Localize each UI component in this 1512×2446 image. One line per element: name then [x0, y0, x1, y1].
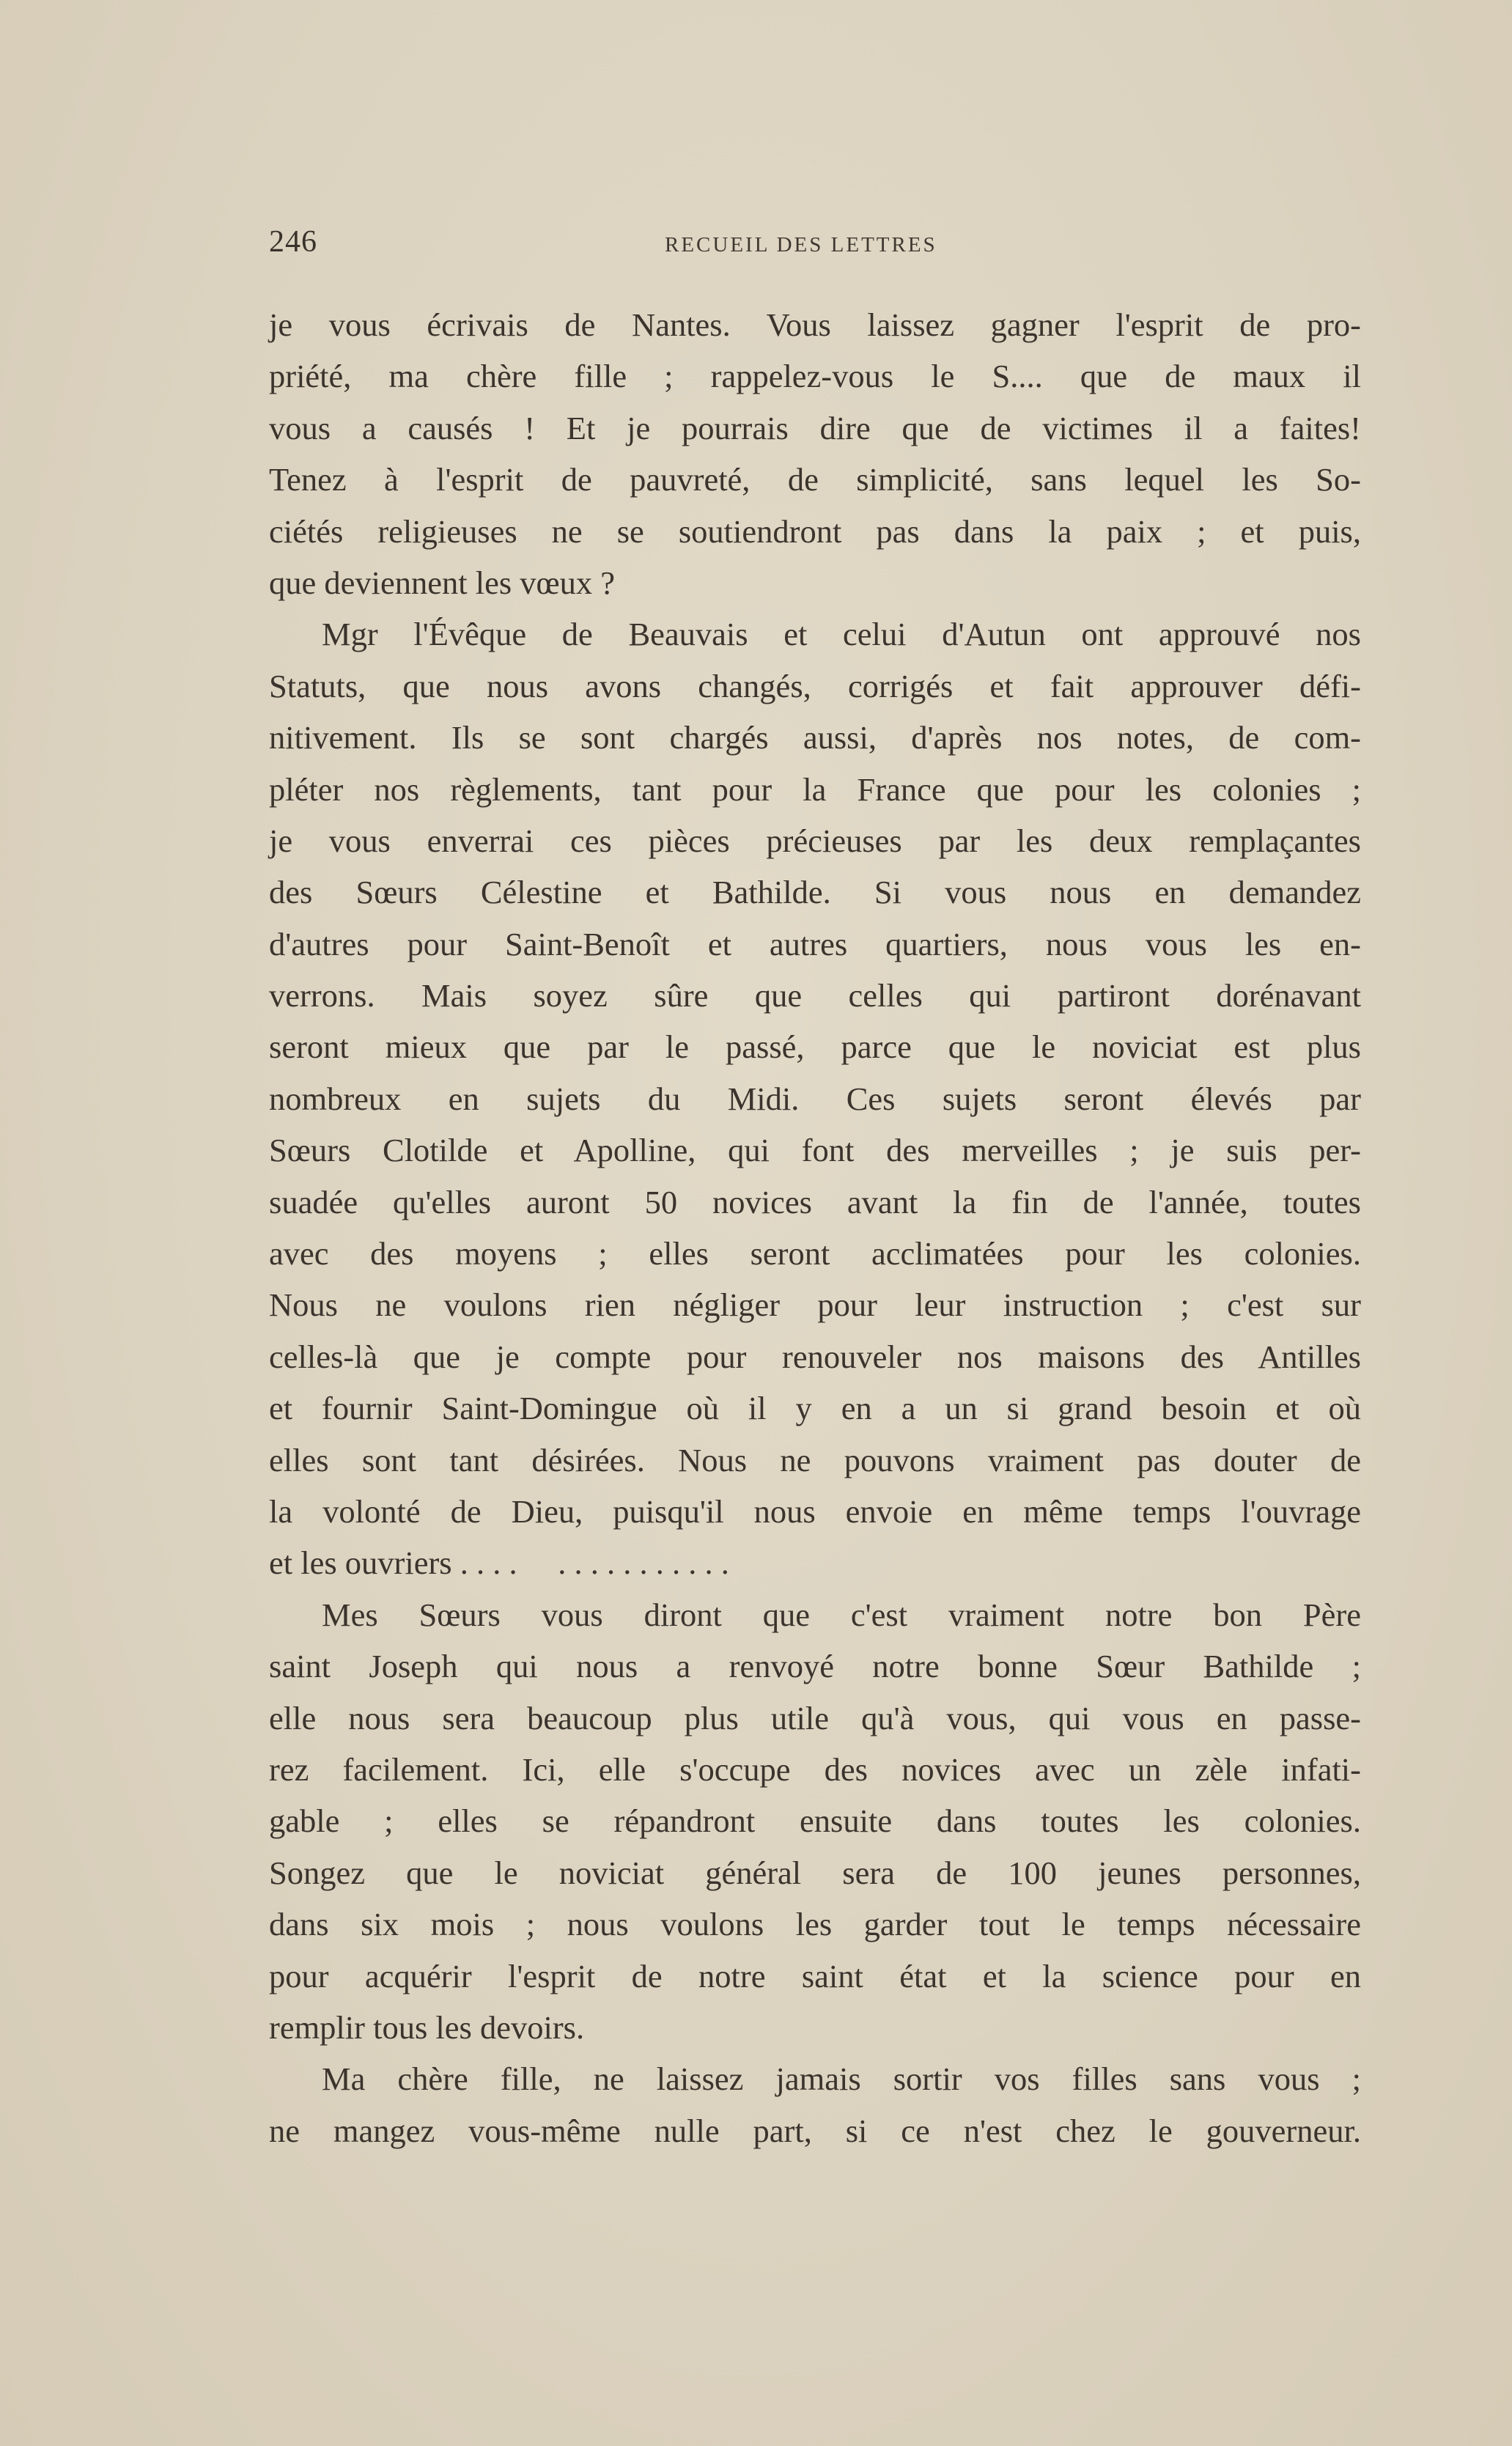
text-line: Ma chère fille, ne laissez jamais sortir vos filles sans vous ; — [322, 2060, 1361, 2098]
text-line: seront mieux que par le passé, parce que le noviciat est plus — [269, 1028, 1361, 1066]
text-line: Mgr l'Évêque de Beauvais et celui d'Autun ont approuvé nos — [322, 616, 1361, 653]
text-line: ciétés religieuses ne se soutiendront pas dans la paix ; et puis, — [269, 512, 1361, 550]
text-line: que deviennent les vœux ? — [269, 564, 616, 601]
text-line: elles sont tant désirées. Nous ne pouvons vraiment pas douter de — [269, 1441, 1361, 1478]
text-line: nombreux en sujets du Midi. Ces sujets seront élevés par — [269, 1080, 1361, 1117]
text-line: Nous ne voulons rien négliger pour leur instruction ; c'est sur — [269, 1286, 1361, 1324]
text-line: la volonté de Dieu, puisqu'il nous envoie en même temps l'ouvrage — [269, 1492, 1361, 1530]
text-line: et les ouvriers . . . . . . . . . . . . . . . — [269, 1544, 729, 1582]
text-line: vous a causés ! Et je pourrais dire que de victimes il a faites! — [269, 409, 1361, 446]
text-line: elle nous sera beaucoup plus utile qu'à vous, qui vous en passe- — [269, 1699, 1361, 1736]
text-line: Tenez à l'esprit de pauvreté, de simplicité, sans lequel les So- — [269, 461, 1361, 498]
text-line: d'autres pour Saint-Benoît et autres quartiers, nous vous les en- — [269, 925, 1361, 962]
text-line: Statuts, que nous avons changés, corrigés et fait approuver défi- — [269, 667, 1361, 704]
text-line: gable ; elles se répandront ensuite dans toutes les colonies. — [269, 1802, 1361, 1840]
text-line: pléter nos règlements, tant pour la France que pour les colonies ; — [269, 770, 1361, 808]
text-line: remplir tous les devoirs. — [269, 2008, 585, 2046]
text-line: et fournir Saint-Domingue où il y en a un si grand besoin et où — [269, 1390, 1361, 1427]
body-text — [269, 299, 1361, 2156]
text-line: verrons. Mais soyez sûre que celles qui partiront dorénavant — [269, 977, 1361, 1014]
text-line: Sœurs Clotilde et Apolline, qui font des merveilles ; je suis per- — [269, 1132, 1361, 1169]
page-header — [269, 224, 1361, 265]
text-line: ne mangez vous-même nulle part, si ce n'est chez le gouverneur. — [269, 2112, 1361, 2149]
text-line: priété, ma chère fille ; rappelez-vous le S.... que de maux il — [269, 358, 1361, 395]
text-line: je vous enverrai ces pièces précieuses par les deux remplaçantes — [269, 822, 1361, 859]
text-line: des Sœurs Célestine et Bathilde. Si vous nous en demandez — [269, 874, 1361, 911]
text-line: rez facilement. Ici, elle s'occupe des novices avec un zèle infati- — [269, 1750, 1361, 1788]
running-title: RECUEIL DES LETTRES — [665, 233, 937, 257]
text-line: Songez que le noviciat général sera de 100 jeunes personnes, — [269, 1854, 1361, 1891]
text-line: suadée qu'elles auront 50 novices avant la fin de l'année, toutes — [269, 1183, 1361, 1220]
text-line: dans six mois ; nous voulons les garder tout le temps nécessaire — [269, 1906, 1361, 1943]
text-line: saint Joseph qui nous a renvoyé notre bonne Sœur Bathilde ; — [269, 1648, 1361, 1685]
text-line: je vous écrivais de Nantes. Vous laissez gagner l'esprit de pro- — [269, 306, 1361, 343]
text-line: nitivement. Ils se sont chargés aussi, d'après nos notes, de com- — [269, 719, 1361, 756]
text-line: pour acquérir l'esprit de notre saint état et la science pour en — [269, 1957, 1361, 1994]
page-number: 246 — [269, 225, 317, 259]
text-line: celles-là que je compte pour renouveler nos maisons des Antilles — [269, 1338, 1361, 1375]
text-line: Mes Sœurs vous diront que c'est vraiment notre bon Père — [322, 1596, 1361, 1633]
text-line: avec des moyens ; elles seront acclimatées pour les colonies. — [269, 1235, 1361, 1272]
